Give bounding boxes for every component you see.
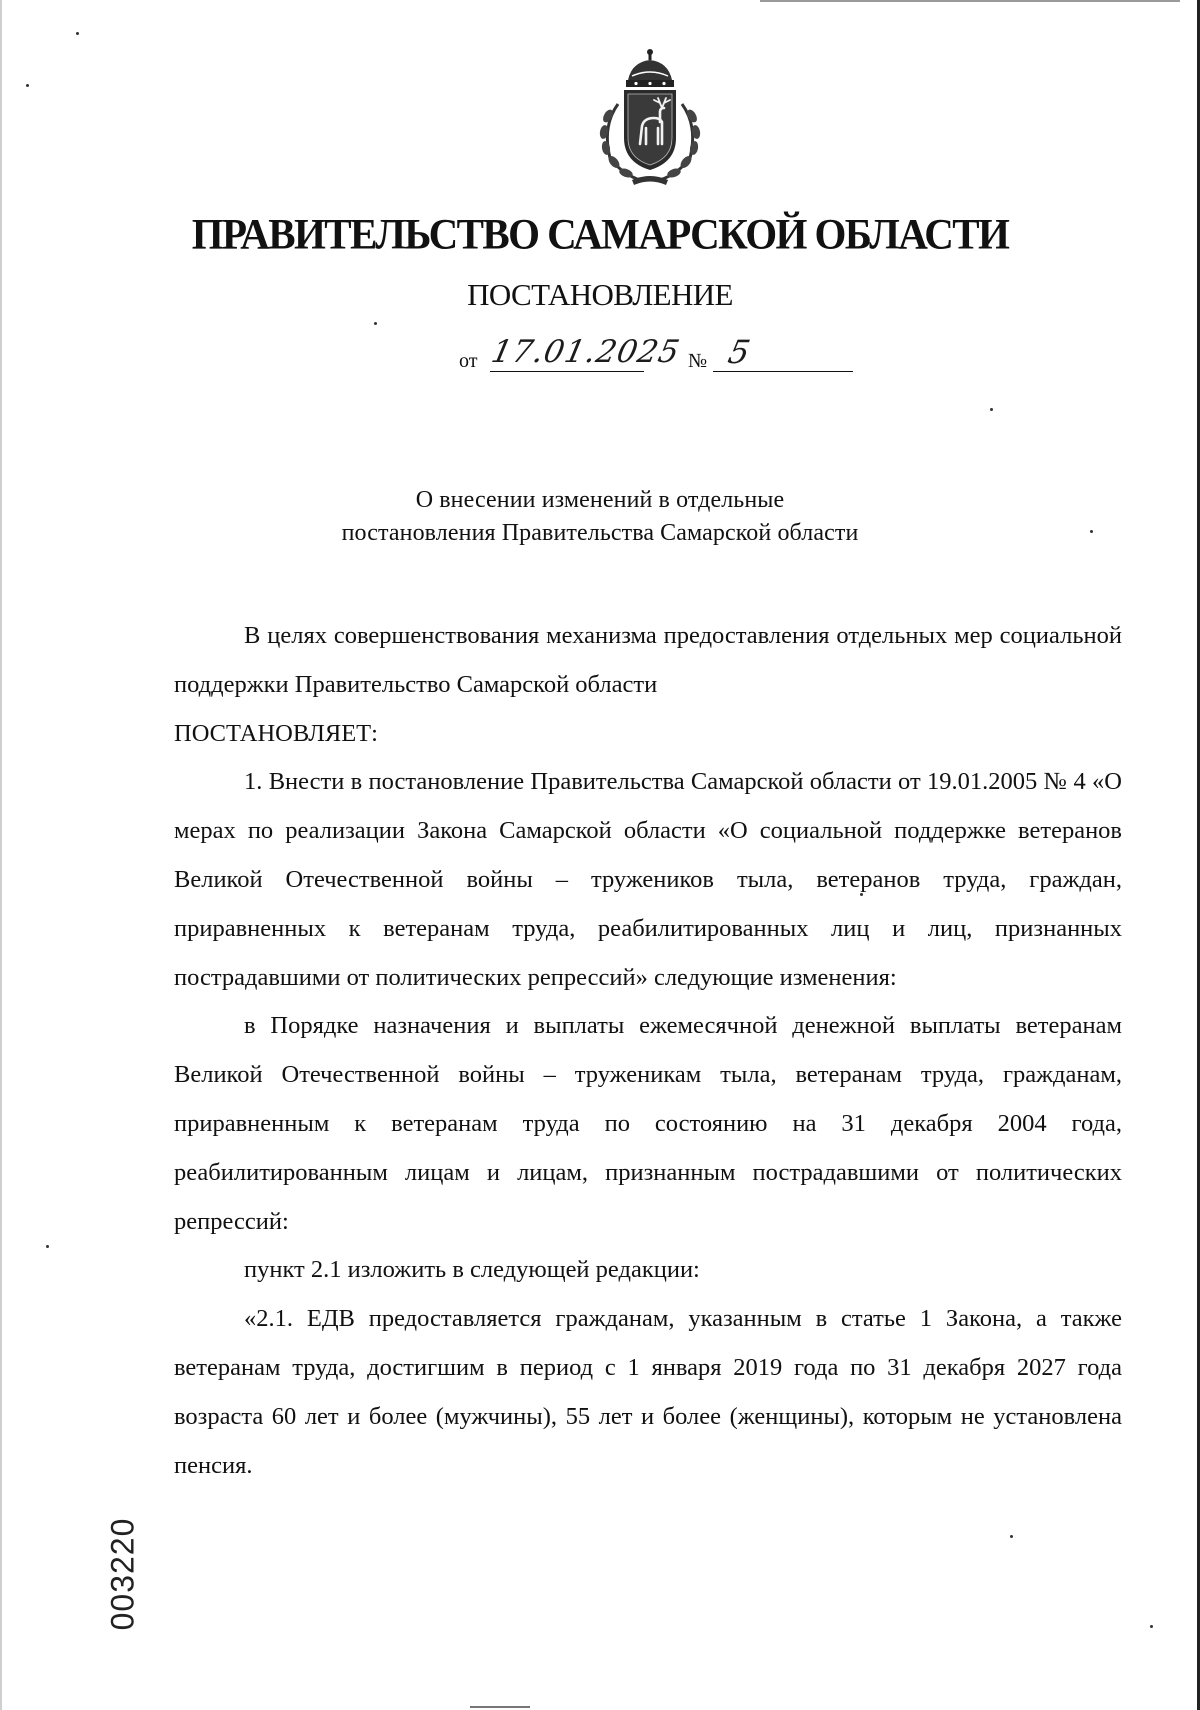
document-date: 17.01.2025 <box>488 334 684 370</box>
number-prefix: № <box>688 350 708 372</box>
date-number-line <box>459 333 859 376</box>
scan-speck <box>76 32 79 35</box>
scan-speck <box>46 1245 49 1248</box>
document-number: 5 <box>724 333 754 371</box>
paragraph-procedure: в Порядке назначения и выплаты ежемесячной денежной выплаты ветеранам Великой Отечественной войны – труженикам тыла, ветеранам труда, гражданам, приравненным к ветеранам труда по состоянию на 31 декабря 2004 года, реабилитированным лицам и лицам, признанным пострадавшими от политических репрессий: <box>174 1012 1122 1235</box>
scan-speck <box>990 408 993 411</box>
scan-speck <box>1150 1625 1153 1628</box>
stamp-number: 003220 <box>104 1517 141 1631</box>
samara-coat-of-arms-icon <box>588 46 712 186</box>
paragraph-resolves: ПОСТАНОВЛЯЕТ: <box>174 719 378 747</box>
scan-edge-bottom <box>470 1706 530 1708</box>
date-prefix: от <box>459 350 478 372</box>
date-underline <box>490 371 644 372</box>
registration-stamp <box>103 1512 143 1636</box>
subject-line-2: постановления Правительства Самарской области <box>341 520 859 546</box>
scan-speck <box>374 322 377 325</box>
organization-title: ПРАВИТЕЛЬСТВО САМАРСКОЙ ОБЛАСТИ <box>191 209 1009 259</box>
document-body <box>174 612 1122 1490</box>
paragraph-clause-ref: пункт 2.1 изложить в следующей редакции: <box>244 1256 700 1284</box>
document-type: ПОСТАНОВЛЕНИЕ <box>467 277 733 312</box>
scan-speck <box>26 84 29 87</box>
number-underline <box>713 371 853 372</box>
scan-speck <box>1010 1535 1013 1538</box>
paragraph-item-1: 1. Внести в постановление Правительства Самарской области от 19.01.2005 № 4 «О мерах по реализации Закона Самарской области «О социальной поддержке ветеранов Великой Отечественной войны – тружеников тыла, ветеранов труда, граждан, приравненных к ветеранам труда, реабилитированных лиц и лиц, признанных пострадавшими от политических репрессий» следующие изменения: <box>174 768 1122 991</box>
paragraph-clause-text: «2.1. ЕДВ предоставляется гражданам, указанным в статье 1 Закона, а также ветеранам труда, достигшим в период с 1 января 2019 года по 31 декабря 2027 года возраста 60 лет и более (мужчины), 55 лет и более (женщины), которым не установлена пенсия. <box>174 1305 1122 1479</box>
document-subject <box>0 484 1200 550</box>
subject-line-1: О внесении изменений в отдельные <box>415 487 785 513</box>
scan-edge-top <box>760 0 1180 2</box>
paragraph-preamble: В целях совершенствования механизма предоставления отдельных мер социальной поддержки Правительство Самарской области <box>174 622 1122 698</box>
